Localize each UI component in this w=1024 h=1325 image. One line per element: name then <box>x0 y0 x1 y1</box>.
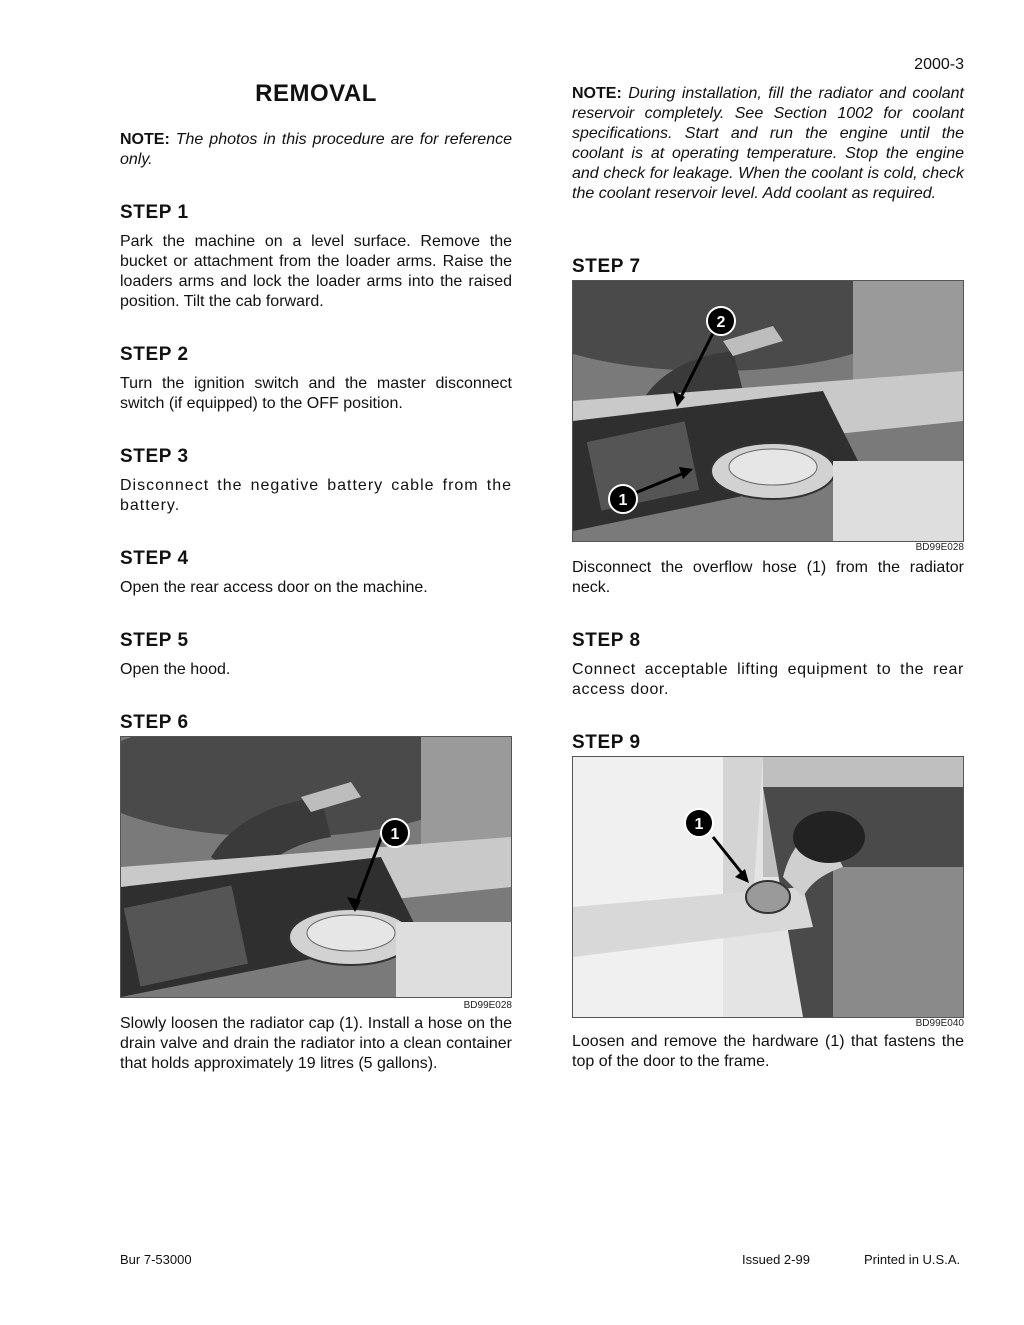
note-text: During installation, fill the radiator and coolant reservoir completely. See Section 1002 for coolant specifications. Start and run the engine until the coolant is at operating temperature. Stop the engine and check for leakage. When the coolant is cold, check the coolant reservoir level. Add coolant as required. <box>572 85 964 202</box>
step-6-heading: STEP 6 <box>120 712 189 733</box>
step-3-text: Disconnect the negative battery cable from the battery. <box>120 477 512 514</box>
step-9-photo <box>572 756 964 1018</box>
step-6-photo-id: BD99E028 <box>463 1000 512 1011</box>
step-8-heading: STEP 8 <box>572 630 641 651</box>
step-4-heading: STEP 4 <box>120 548 189 569</box>
step-5-text: Open the hood. <box>120 661 231 678</box>
step-9-heading: STEP 9 <box>572 732 641 753</box>
step-6-photo <box>120 736 512 998</box>
step-8-text: Connect acceptable lifting equipment to the rear access door. <box>572 661 964 698</box>
installation-note <box>572 84 964 204</box>
step-6-callout-1: 1 <box>390 826 400 843</box>
step-7-photo <box>572 280 964 542</box>
step-9-caption: Loosen and remove the hardware (1) that fastens the top of the door to the frame. <box>572 1033 964 1070</box>
step-4-text: Open the rear access door on the machine. <box>120 579 428 596</box>
step-1-text: Park the machine on a level surface. Remove the bucket or attachment from the loader arms. Raise the loaders arms and lock the loader arms into the raised position. Tilt the cab forward. <box>120 233 512 310</box>
step-7-heading: STEP 7 <box>572 256 641 277</box>
photos-note <box>120 130 512 170</box>
step-3-heading: STEP 3 <box>120 446 189 467</box>
step-7-caption: Disconnect the overflow hose (1) from the radiator neck. <box>572 559 964 596</box>
footer-printed: Printed in U.S.A. <box>864 1252 961 1267</box>
step-9-photo-id: BD99E040 <box>915 1018 964 1029</box>
footer-doc-number: Bur 7-53000 <box>120 1252 192 1267</box>
section-title: REMOVAL <box>255 80 377 107</box>
step-7-photo-id: BD99E028 <box>915 542 964 553</box>
step-1-heading: STEP 1 <box>120 202 189 223</box>
footer-issued: Issued 2-99 <box>742 1252 810 1267</box>
step-9-callout-1: 1 <box>694 816 704 833</box>
step-7-callout-1: 1 <box>618 492 628 509</box>
step-2-text: Turn the ignition switch and the master disconnect switch (if equipped) to the OFF position. <box>120 375 512 412</box>
step-2-heading: STEP 2 <box>120 344 189 365</box>
step-6-caption: Slowly loosen the radiator cap (1). Install a hose on the drain valve and drain the radiator into a clean container that holds approximately 19 litres (5 gallons). <box>120 1015 512 1072</box>
note-label: NOTE: <box>572 85 622 102</box>
note-text: The photos in this procedure are for reference only. <box>120 131 512 168</box>
step-5-heading: STEP 5 <box>120 630 189 651</box>
step-7-callout-2: 2 <box>716 314 726 331</box>
note-label: NOTE: <box>120 131 170 148</box>
page-number: 2000-3 <box>914 56 964 73</box>
